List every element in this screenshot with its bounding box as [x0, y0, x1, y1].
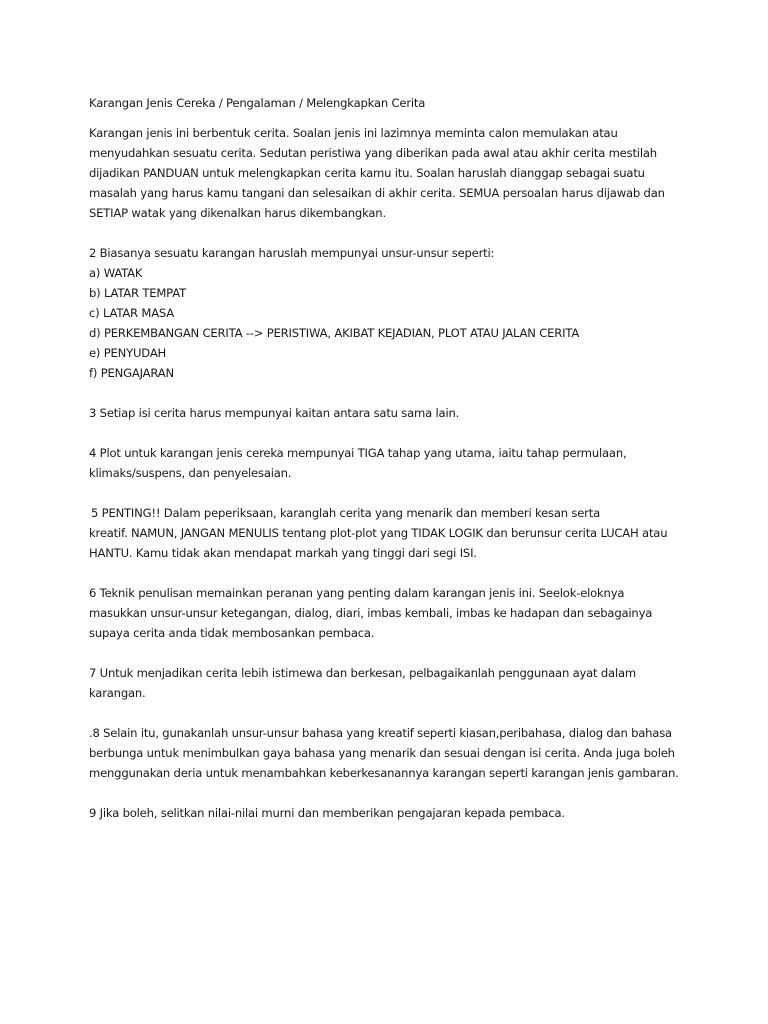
point-7-paragraph [89, 663, 689, 703]
point-2-section [89, 243, 689, 383]
document-title: Karangan Jenis Cereka / Pengalaman / Melengkapkan Cerita [89, 96, 426, 110]
paragraph-gap [89, 423, 689, 443]
point-8-paragraph [89, 723, 689, 783]
list-item: e) PENYUDAH [89, 346, 167, 360]
intro-line: dijadikan PANDUAN untuk melengkapkan cerita kamu itu. Soalan haruslah dianggap sebagai suatu [89, 166, 645, 180]
paragraph-gap [89, 703, 689, 723]
point-8-line: berbunga untuk menimbulkan gaya bahasa yang menarik dan sesuai dengan isi cerita. Anda juga boleh [89, 746, 675, 760]
point-9-paragraph [89, 803, 689, 823]
intro-line: menyudahkan sesuatu cerita. Sedutan peristiwa yang diberikan pada awal atau akhir cerita mestilah [89, 146, 657, 160]
point-6-line: 6 Teknik penulisan memainkan peranan yang penting dalam karangan jenis ini. Seelok-eloknya [89, 586, 625, 600]
point-8-line: menggunakan deria untuk menambahkan keberkesanannya karangan seperti karangan jenis gambaran. [89, 766, 679, 780]
intro-paragraph [89, 123, 689, 223]
point-3-line: 3 Setiap isi cerita harus mempunyai kaitan antara satu sama lain. [89, 406, 460, 420]
point-5-paragraph [89, 503, 689, 563]
point-2-heading: 2 Biasanya sesuatu karangan haruslah mempunyai unsur-unsur seperti: [89, 246, 495, 260]
point-3-paragraph [89, 403, 689, 423]
list-item: c) LATAR MASA [89, 306, 175, 320]
intro-line: SETIAP watak yang dikenalkan harus dikembangkan. [89, 206, 386, 220]
intro-line: Karangan jenis ini berbentuk cerita. Soalan jenis ini lazimnya meminta calon memulakan atau [89, 126, 618, 140]
point-5-line: 5 PENTING!! Dalam peperiksaan, karanglah cerita yang menarik dan memberi kesan serta [91, 506, 600, 520]
paragraph-gap [89, 223, 689, 243]
paragraph-gap [89, 783, 689, 803]
point-7-line: 7 Untuk menjadikan cerita lebih istimewa dan berkesan, pelbagaikanlah penggunaan ayat dalam [89, 666, 636, 680]
point-5-line: kreatif. NAMUN, JANGAN MENULIS tentang plot-plot yang TIDAK LOGIK dan berunsur cerita LUCAH atau [89, 526, 668, 540]
list-item: a) WATAK [89, 266, 143, 280]
list-item: d) PERKEMBANGAN CERITA --> PERISTIWA, AKIBAT KEJADIAN, PLOT ATAU JALAN CERITA [89, 326, 580, 340]
point-6-paragraph [89, 583, 689, 643]
point-4-paragraph [89, 443, 689, 483]
paragraph-gap [89, 563, 689, 583]
list-item: f) PENGAJARAN [89, 366, 174, 380]
list-item: b) LATAR TEMPAT [89, 286, 186, 300]
paragraph-gap [89, 383, 689, 403]
point-5-line: HANTU. Kamu tidak akan mendapat markah yang tinggi dari segi ISI. [89, 546, 477, 560]
point-6-line: masukkan unsur-unsur ketegangan, dialog, diari, imbas kembali, imbas ke hadapan dan sebagainya [89, 606, 653, 620]
intro-line: masalah yang harus kamu tangani dan selesaikan di akhir cerita. SEMUA persoalan harus dijawab dan [89, 186, 665, 200]
document-body [89, 93, 689, 823]
point-4-line: klimaks/suspens, dan penyelesaian. [89, 466, 292, 480]
point-7-line: karangan. [89, 686, 146, 700]
point-6-line: supaya cerita anda tidak membosankan pembaca. [89, 626, 375, 640]
paragraph-gap [89, 483, 689, 503]
point-8-line: .8 Selain itu, gunakanlah unsur-unsur bahasa yang kreatif seperti kiasan,peribahasa, dialog dan bahasa [89, 726, 672, 740]
paragraph-gap [89, 643, 689, 663]
point-4-line: 4 Plot untuk karangan jenis cereka mempunyai TIGA tahap yang utama, iaitu tahap permulaan, [89, 446, 627, 460]
point-9-line: 9 Jika boleh, selitkan nilai-nilai murni dan memberikan pengajaran kepada pembaca. [89, 806, 565, 820]
